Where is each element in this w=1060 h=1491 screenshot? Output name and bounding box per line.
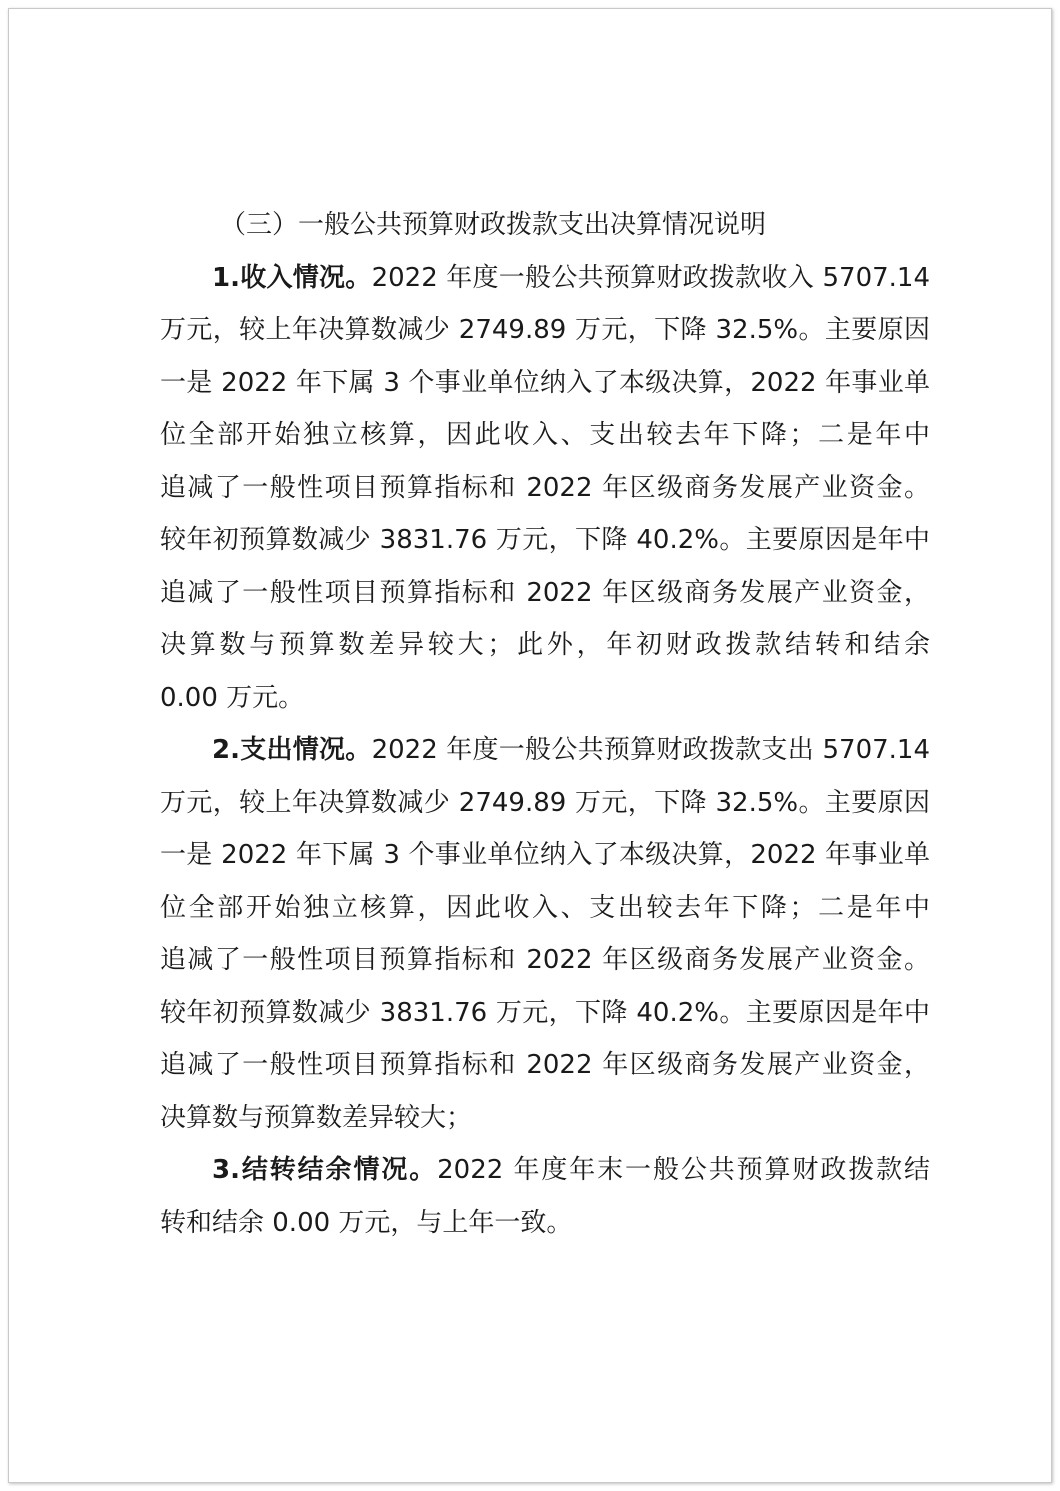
paragraph-1-line: 位全部开始独立核算，因此收入、支出较去年下降；二是年中 <box>160 420 930 450</box>
paragraph-3-line: 转和结余 0.00 万元，与上年一致。 <box>160 1207 573 1238</box>
paragraph-1-line: 0.00 万元。 <box>160 682 305 713</box>
document-page <box>8 8 1052 1483</box>
document-body <box>160 199 930 1249</box>
paragraph-2-line: 较年初预算数减少 3831.76 万元，下降 40.2%。主要原因是年中 <box>160 997 930 1028</box>
paragraph-2-line-1 <box>160 724 930 777</box>
paragraph-1-line: 追减了一般性项目预算指标和 2022 年区级商务发展产业资金。 <box>160 472 930 503</box>
paragraph-2-line: 一是 2022 年下属 3 个事业单位纳入了本级决算，2022 年事业单 <box>160 840 930 870</box>
paragraph-2-text: 2022 年度一般公共预算财政拨款支出 5707.14 <box>371 735 930 765</box>
paragraph-2-line: 位全部开始独立核算，因此收入、支出较去年下降；二是年中 <box>160 892 930 923</box>
paragraph-1-line: 追减了一般性项目预算指标和 2022 年区级商务发展产业资金， <box>160 577 930 608</box>
paragraph-1-line: 万元，较上年决算数减少 2749.89 万元，下降 32.5%。主要原因 <box>160 315 930 345</box>
paragraph-2-line: 追减了一般性项目预算指标和 2022 年区级商务发展产业资金， <box>160 1050 930 1080</box>
paragraph-2-line: 决算数与预算数差异较大； <box>160 1102 473 1133</box>
section-title: （三）一般公共预算财政拨款支出决算情况说明 <box>220 210 767 240</box>
paragraph-3-heading: 3.结转结余情况。 <box>212 1155 438 1185</box>
paragraph-2-heading: 2.支出情况。 <box>212 735 372 765</box>
paragraph-1-heading: 1.收入情况。 <box>212 262 372 293</box>
paragraph-3-line-1 <box>160 1144 930 1197</box>
paragraph-2-line: 万元，较上年决算数减少 2749.89 万元，下降 32.5%。主要原因 <box>160 787 930 818</box>
paragraph-1-text: 2022 年度一般公共预算财政拨款收入 5707.14 <box>371 262 930 293</box>
paragraph-1-line: 较年初预算数减少 3831.76 万元，下降 40.2%。主要原因是年中 <box>160 525 930 555</box>
paragraph-1-line-1 <box>160 252 930 305</box>
paragraph-3-text: 2022 年度年末一般公共预算财政拨款结 <box>437 1155 930 1185</box>
paragraph-2-line: 追减了一般性项目预算指标和 2022 年区级商务发展产业资金。 <box>160 945 930 975</box>
paragraph-1-line: 决算数与预算数差异较大；此外，年初财政拨款结转和结余 <box>160 630 930 660</box>
paragraph-1-line: 一是 2022 年下属 3 个事业单位纳入了本级决算，2022 年事业单 <box>160 367 930 398</box>
